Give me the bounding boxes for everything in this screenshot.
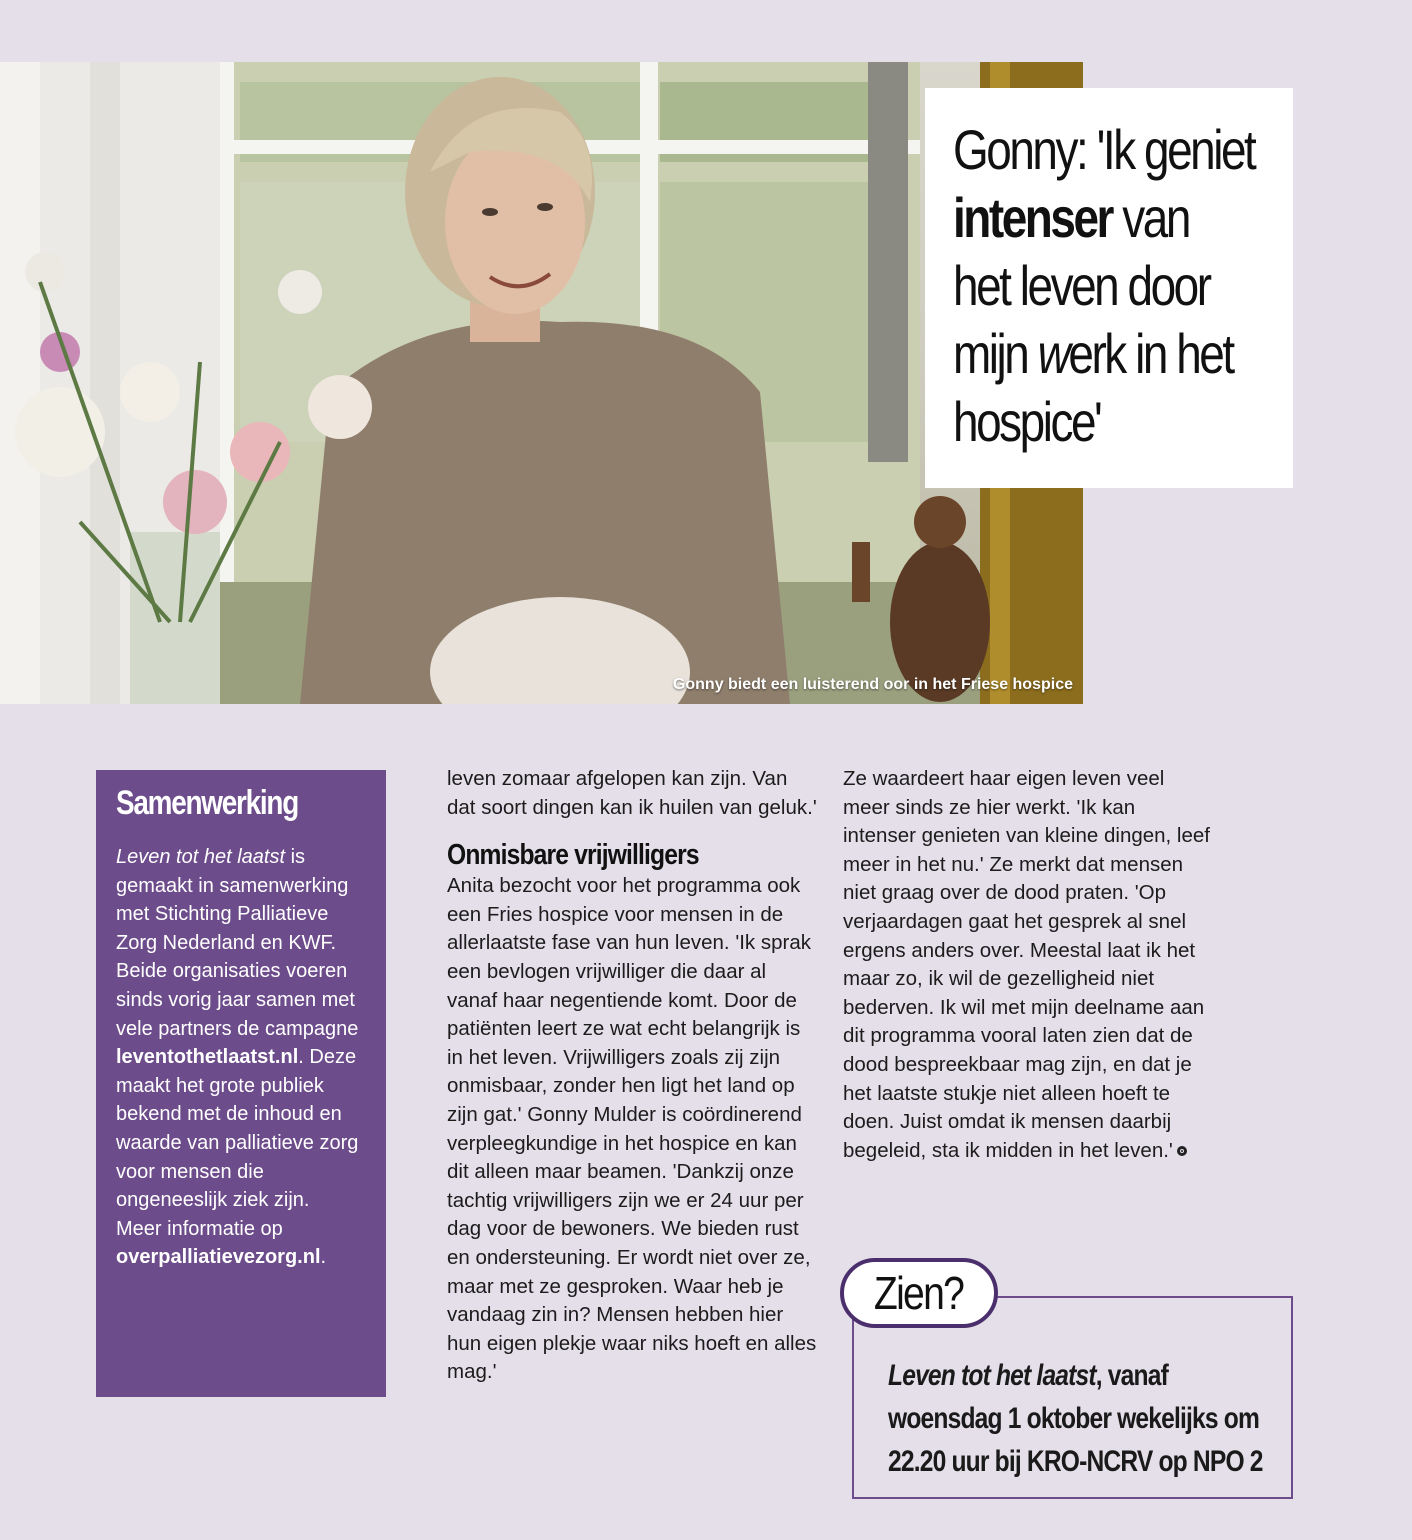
photo-caption: Gonny biedt een luisterend oor in het Friese hospice [672,676,1073,693]
sidebar-text4: . [320,1246,327,1269]
article-column-3 [843,765,1213,1165]
col3-paragraph-1 [843,765,1213,1165]
end-mark-icon [1177,1146,1187,1156]
sidebar-body [116,843,366,1272]
sidebar-text3: Meer informatie op [116,1217,283,1240]
article-column-2 [447,765,817,1387]
headline-line4-w: w [1037,322,1069,385]
zien-text [888,1354,1273,1483]
headline-box [925,88,1293,488]
col2-paragraph-1: leven zomaar afgelopen kan zijn. Van dat soort dingen kan ik huilen van geluk.' [447,767,817,819]
sidebar-text2: . Deze maakt het grote publiek bekend met de inhoud en waarde van palliatieve zorg voor mensen die ongeneeslijk ziek zijn. [116,1046,359,1212]
sidebar-program-title: Leven tot het laatst [116,846,286,868]
headline-line3: het leven door [953,254,1210,317]
zien-label-text: Zien? [874,1267,964,1319]
zien-label [840,1258,998,1328]
zien-program-title: Leven tot het laatst [888,1359,1096,1392]
headline-line2: van [1111,186,1189,249]
headline [953,116,1289,456]
sidebar-title: Samenwerking [116,784,299,822]
hero-photo-illustration [0,62,1083,704]
headline-line4b: erk in het [1068,322,1233,385]
sidebar-link-overpalliatievezorg[interactable]: overpalliatievezorg.nl [116,1246,321,1269]
sidebar-link-leventothetlaatst[interactable]: leventothetlaatst.nl [116,1046,299,1069]
col3-text: Ze waardeert haar eigen leven veel meer sinds ze hier werkt. 'Ik kan intenser genieten van kleine dingen, leef meer in het nu.' Ze merkt dat mensen niet graag over de dood praten. 'Op verjaardagen gaat het gesprek al snel ergens anders over. Meestal laat ik het maar zo, ik wil de gezelligheid niet bederven. Ik wil met mijn deelname aan dit programma vooral laten zien dat de dood bespreekbaar mag zijn, en dat je het laatste stukje niet alleen hoeft te doen. Juist omdat ik mensen daarbij begeleid, sta ik midden in het leven.' [843,767,1210,1162]
zien-broadcast-info: , vanaf woensdag 1 oktober wekelijks om 22.20 uur bij KRO-NCRV op NPO 2 [888,1359,1263,1478]
headline-line4a: mijn [953,322,1038,385]
headline-line5: hospice' [953,390,1101,453]
hero-photo [0,62,1083,704]
section-heading: Onmisbare vrijwilligers [447,839,699,872]
sidebar-samenwerking [96,770,386,1397]
headline-emphasis: intenser [953,186,1112,249]
sidebar-text1: is gemaakt in samenwerking met Stichting Palliatieve Zorg Nederland en KWF. Beide organisaties voeren sinds vorig jaar samen met vele partners de campagne [116,846,359,1040]
col2-paragraph-2: Anita bezocht voor het programma ook een Fries hospice voor mensen in de allerlaatste fase van hun leven. 'Ik sprak een bevlogen vrijwilliger die daar al vanaf haar negentiende komt. Door de patiënten leert ze wat echt belangrijk is in het leven. Vrijwilligers zoals zij zijn onmisbaar, zonder hen ligt het land op zijn gat.' Gonny Mulder is coördinerend verpleegkundige in het hospice en kan dit alleen maar beamen. 'Dankzij onze tachtig vrijwilligers zijn we er 24 uur per dag voor de bewoners. We bieden rust en ondersteuning. Er wordt niet over ze, maar met ze gesproken. Waar heb je vandaag zin in? Mensen hebben hier hun eigen plekje waar niks hoeft en alles mag.' [447,874,817,1384]
headline-line1: Gonny: 'Ik geniet [953,118,1255,181]
